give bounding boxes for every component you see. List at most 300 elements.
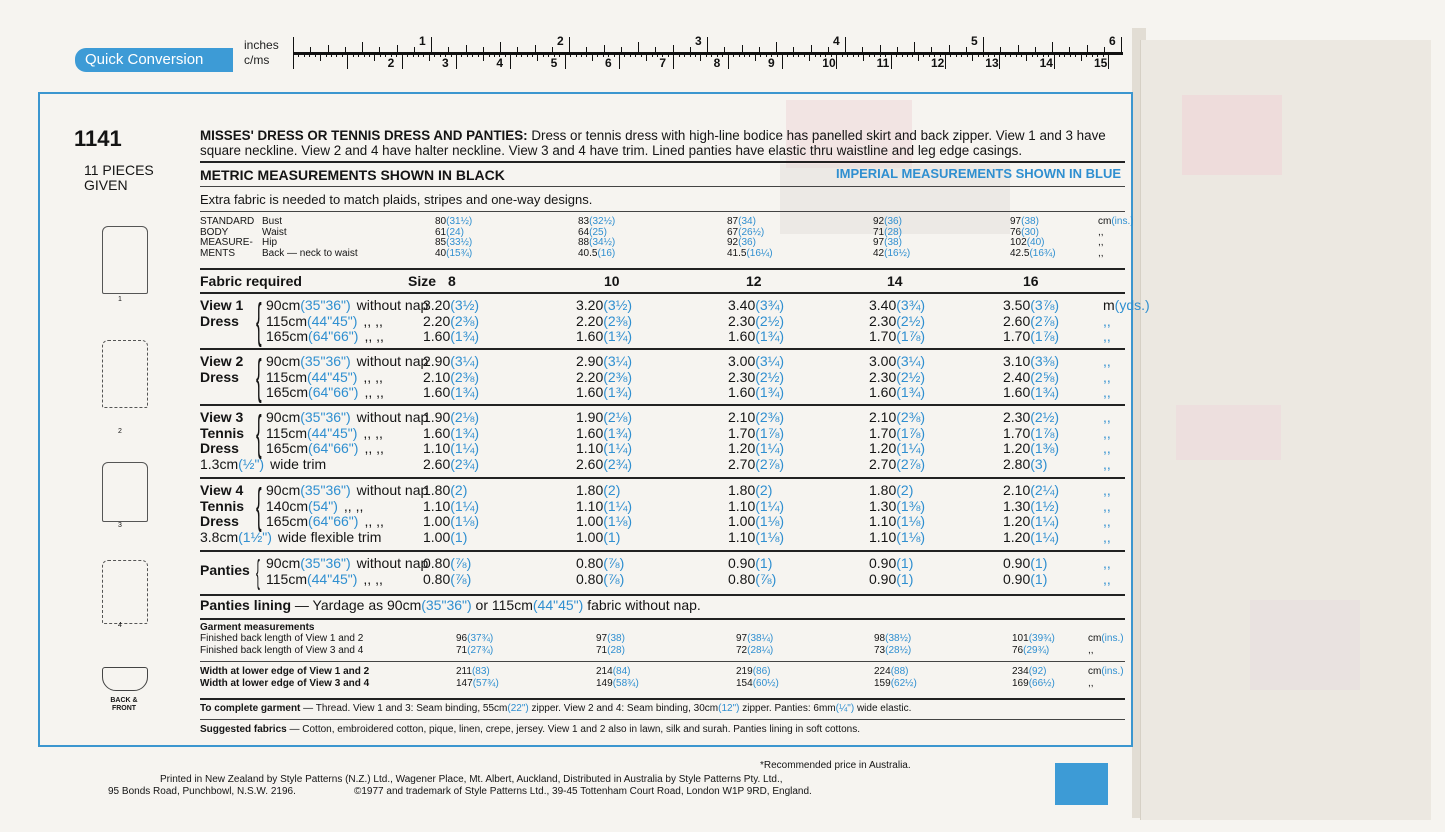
ruler-tick bbox=[845, 37, 846, 53]
unit-label: cm bbox=[1088, 633, 1102, 644]
metric-value: 0.90 bbox=[1003, 570, 1031, 587]
ruler-tick bbox=[896, 53, 897, 57]
metric-value: 1.60 bbox=[576, 384, 604, 400]
trim-row bbox=[200, 457, 326, 473]
fabric-value bbox=[423, 483, 467, 499]
metric-value: 92 bbox=[727, 237, 739, 248]
body-measure-value bbox=[873, 237, 902, 248]
unit-imperial: (ins.) bbox=[1101, 633, 1124, 644]
imperial-value: (84) bbox=[612, 666, 631, 677]
metric-value: 1.10 bbox=[423, 440, 451, 456]
garment-value bbox=[456, 666, 490, 677]
fabric-width-row bbox=[266, 556, 428, 572]
ruler-tick bbox=[739, 53, 740, 57]
metric-value: 3.00 bbox=[869, 353, 897, 369]
imperial-value: (34) bbox=[738, 216, 756, 227]
garment-value bbox=[1012, 666, 1046, 677]
imperial-value: (2⅜) bbox=[603, 312, 633, 329]
stain bbox=[1176, 405, 1281, 460]
fabric-value bbox=[1003, 499, 1059, 515]
description-body: Dress or tennis dress with high-line bodice has panelled skirt and back zipper. View 1 and 3 have square neckline. View 2 and 4 have halter neckline. View 3 and 4 have trim. Lined panties have elastic thru waistline and leg edge casings. bbox=[200, 128, 1106, 158]
ruler-tick bbox=[1000, 47, 1001, 53]
body-measure-value bbox=[727, 237, 756, 248]
ruler-tick bbox=[842, 53, 843, 57]
fabric-width-imperial: (44"45") bbox=[306, 570, 358, 587]
imperial-value: (2) bbox=[755, 482, 773, 498]
quick-conversion-label: Quick Conversion bbox=[75, 48, 233, 72]
ruler-tick bbox=[500, 42, 501, 53]
imperial-value: (1¾) bbox=[755, 328, 785, 344]
imperial-value: (1) bbox=[1030, 570, 1048, 587]
garment-value bbox=[736, 666, 770, 677]
divider bbox=[200, 477, 1125, 479]
ruler-tick bbox=[912, 53, 913, 57]
metric-value: 0.90 bbox=[1003, 555, 1031, 571]
fabric-width-imperial: (44"45") bbox=[306, 424, 358, 441]
imperial-value: (40) bbox=[1026, 237, 1045, 248]
ruler-tick bbox=[742, 45, 743, 53]
imperial-value: (2⅞) bbox=[896, 455, 926, 472]
ruler-tick bbox=[722, 53, 723, 57]
metric-value: 2.30 bbox=[1003, 409, 1031, 425]
ruler-tick bbox=[581, 53, 582, 57]
inch-number: 4 bbox=[833, 34, 840, 48]
metric-value: 1.60 bbox=[869, 384, 897, 400]
trim-width-imperial: (1½") bbox=[238, 528, 272, 545]
imperial-value: (1) bbox=[755, 555, 773, 571]
fabric-value bbox=[728, 426, 784, 442]
fabric-width: 90cm bbox=[266, 555, 301, 571]
ruler-tick bbox=[1081, 53, 1082, 61]
view-brace: { bbox=[256, 406, 262, 460]
view-brace: { bbox=[256, 294, 262, 348]
fabric-value bbox=[576, 298, 632, 314]
metric-value: 83 bbox=[578, 216, 590, 227]
fabric-width: 90cm bbox=[266, 409, 301, 425]
view-name: Dress bbox=[200, 312, 239, 329]
metric-value: 88 bbox=[578, 237, 590, 248]
fabric-nap: ,, ,, bbox=[363, 368, 383, 385]
cm-number: 9 bbox=[767, 56, 775, 70]
ruler-tick bbox=[423, 53, 424, 57]
ruler-tick bbox=[1064, 53, 1065, 57]
size-header: 8 bbox=[448, 273, 456, 289]
ruler-tick bbox=[880, 45, 881, 53]
imperial-value: (⅞) bbox=[450, 555, 472, 571]
fabric-nap: ,, ,, bbox=[363, 570, 383, 587]
imperial-value: (3½) bbox=[603, 297, 633, 313]
garment-row-label: Finished back length of View 3 and 4 bbox=[200, 645, 364, 656]
view-name: Dress bbox=[200, 368, 239, 385]
fabric-value bbox=[728, 483, 772, 499]
imperial-value: (1⅞) bbox=[896, 328, 926, 344]
pieces-count: 11 PIECES bbox=[84, 162, 154, 178]
ruler-tick bbox=[505, 53, 506, 57]
imperial-value: (1) bbox=[450, 528, 468, 545]
unit-cell bbox=[1103, 441, 1111, 457]
imperial-value: (1⅛) bbox=[755, 513, 785, 529]
unit-cell bbox=[1098, 248, 1104, 259]
imperial-value: (1¾) bbox=[755, 384, 785, 400]
unit-label: cm bbox=[1098, 216, 1112, 227]
unit-cell bbox=[1103, 354, 1111, 370]
metric-value: 2.20 bbox=[576, 368, 604, 385]
ruler-tick bbox=[407, 53, 408, 57]
imperial-value: (39¾) bbox=[1028, 633, 1055, 644]
ruler-tick bbox=[690, 53, 691, 57]
body-measure-label: MEASURE- bbox=[200, 237, 253, 248]
ruler-tick bbox=[576, 53, 577, 57]
fabric-value bbox=[728, 514, 784, 530]
imperial-value: (2⅜) bbox=[603, 368, 633, 385]
ruler-tick bbox=[914, 42, 915, 53]
fabric-width: 115cm bbox=[266, 424, 307, 441]
metric-value: 0.80 bbox=[728, 570, 756, 587]
fabric-value bbox=[423, 385, 479, 401]
metric-value: 2.10 bbox=[728, 409, 756, 425]
imperial-value: (2½) bbox=[1030, 409, 1060, 425]
metric-value: 2.30 bbox=[869, 312, 897, 329]
fabric-width-imperial: (54") bbox=[308, 497, 338, 514]
fabric-value bbox=[1003, 457, 1047, 473]
fabric-value bbox=[869, 556, 913, 572]
metric-value: 2.40 bbox=[1003, 368, 1031, 385]
divider bbox=[200, 292, 1125, 294]
ruler-tick bbox=[902, 53, 903, 57]
trim-desc: wide flexible trim bbox=[277, 528, 382, 545]
unit-cell bbox=[1098, 227, 1104, 238]
imperial-value: (1¾) bbox=[896, 384, 926, 400]
ruler-tick bbox=[956, 53, 957, 57]
fabric-width: 115cm bbox=[266, 570, 307, 587]
unit-cell bbox=[1103, 556, 1111, 572]
view-name: View 1 bbox=[200, 297, 244, 313]
view-name: View 3 bbox=[200, 409, 244, 425]
inches-label: inches bbox=[244, 38, 279, 52]
metric-value: 3.40 bbox=[728, 297, 756, 313]
ruler-tick bbox=[1121, 37, 1122, 53]
imperial-value: (1) bbox=[1030, 555, 1048, 571]
fabric-width-row bbox=[266, 426, 383, 442]
imperial-value: (1¼) bbox=[896, 440, 926, 456]
view-name: Tennis bbox=[200, 497, 245, 514]
imperial-value: (2⅞) bbox=[755, 455, 785, 472]
garment-value bbox=[596, 645, 625, 656]
metric-value: 1.70 bbox=[1003, 424, 1031, 441]
ruler-tick bbox=[1052, 42, 1053, 53]
metric-value: 0.80 bbox=[423, 555, 451, 571]
metric-value: 42 bbox=[873, 247, 885, 259]
ruler-tick bbox=[456, 53, 457, 69]
ruler-tick bbox=[298, 53, 299, 57]
ruler-tick bbox=[510, 53, 511, 69]
panties-lining-label: Panties lining bbox=[200, 597, 292, 613]
fabric-value bbox=[576, 410, 632, 426]
metric-value: 2.30 bbox=[728, 312, 756, 329]
metric-value: 219 bbox=[736, 666, 753, 677]
unit-cell bbox=[1103, 385, 1111, 401]
ruler-tick bbox=[1037, 53, 1038, 57]
ruler-tick bbox=[569, 37, 570, 53]
ruler-tick bbox=[918, 53, 919, 61]
fabric-width-imperial: (64"66") bbox=[308, 440, 359, 456]
fabric-value bbox=[423, 410, 479, 426]
ruler-tick bbox=[619, 53, 620, 69]
metric-value: 1.70 bbox=[869, 328, 897, 344]
ruler-tick bbox=[733, 53, 734, 57]
inch-number: 1 bbox=[419, 34, 426, 48]
fabric-value bbox=[869, 530, 925, 546]
metric-value: 1.20 bbox=[1003, 440, 1031, 456]
ruler-tick bbox=[776, 42, 777, 53]
imperial-value: (66½) bbox=[1028, 678, 1055, 689]
fabric-value bbox=[728, 354, 784, 370]
ruler-tick bbox=[657, 53, 658, 57]
dress-view-2-icon bbox=[102, 340, 148, 408]
fabric-value bbox=[576, 354, 632, 370]
divider bbox=[200, 211, 1125, 212]
metric-value: 234 bbox=[1012, 666, 1029, 677]
view-brace: { bbox=[256, 553, 260, 590]
imperial-value: (1⅛) bbox=[896, 528, 926, 545]
fabric-nap: ,, ,, bbox=[343, 497, 364, 514]
fabric-value bbox=[869, 354, 925, 370]
ruler-tick bbox=[310, 47, 311, 53]
ruler-tick bbox=[828, 47, 829, 53]
ruler-tick bbox=[847, 53, 848, 57]
metric-value: 2.60 bbox=[576, 455, 604, 472]
divider bbox=[200, 186, 1125, 187]
imperial-value: (28½) bbox=[885, 645, 912, 656]
trim-row bbox=[200, 530, 381, 546]
fabric-nap: ,, ,, bbox=[364, 513, 384, 529]
ruler-tick bbox=[461, 53, 462, 57]
ruler-tick bbox=[364, 53, 365, 57]
imperial-value: (1⅞) bbox=[1030, 328, 1060, 344]
fabric-width-row bbox=[266, 499, 363, 515]
ruler-tick bbox=[1070, 53, 1071, 57]
imperial-value: (1) bbox=[896, 570, 914, 587]
unit-label: m bbox=[1103, 297, 1115, 313]
imperial-value: (24) bbox=[446, 226, 464, 238]
ruler-tick bbox=[820, 53, 821, 57]
ruler-tick bbox=[451, 53, 452, 57]
ruler-tick bbox=[983, 37, 984, 53]
imperial-value: (1⅞) bbox=[755, 424, 785, 441]
body-measure-value bbox=[873, 216, 902, 227]
metric-value: 72 bbox=[736, 645, 748, 656]
ruler-tick bbox=[1086, 53, 1087, 57]
cm-number: 2 bbox=[387, 56, 395, 70]
fabric-nap: ,, ,, bbox=[364, 328, 384, 344]
body-measure-value bbox=[578, 216, 615, 227]
ruler-tick bbox=[907, 53, 908, 57]
metric-heading: METRIC MEASUREMENTS SHOWN IN BLACK bbox=[200, 167, 505, 183]
imperial-value: (⅞) bbox=[450, 570, 472, 587]
pieces-given bbox=[84, 163, 154, 193]
ruler-tick bbox=[652, 53, 653, 57]
ruler-tick bbox=[641, 53, 642, 57]
fabric-nap: without nap bbox=[356, 353, 429, 369]
fabric-value bbox=[576, 499, 632, 515]
metric-value: 1.00 bbox=[423, 513, 451, 529]
imperial-value: (3¼) bbox=[603, 353, 633, 369]
conversion-ruler bbox=[238, 34, 1128, 70]
metric-value: 159 bbox=[874, 678, 891, 689]
fabric-value bbox=[869, 457, 925, 473]
fabric-width-imperial: (35"36") bbox=[300, 297, 351, 313]
metric-value: 2.20 bbox=[423, 312, 451, 329]
back-front-caption: BACK & FRONT bbox=[110, 697, 138, 712]
divider bbox=[200, 719, 1125, 720]
size-header: 12 bbox=[746, 273, 762, 289]
cm-number: 4 bbox=[496, 56, 503, 70]
divider bbox=[200, 618, 1125, 620]
view-brace: { bbox=[256, 350, 262, 404]
fabric-value bbox=[423, 370, 479, 386]
ruler-tick bbox=[478, 53, 479, 57]
imperial-value: (38½) bbox=[885, 633, 912, 644]
garment-row-label: Width at lower edge of View 1 and 2 bbox=[200, 666, 370, 677]
fabric-value bbox=[423, 499, 479, 515]
panties-icon bbox=[102, 667, 148, 691]
ruler-tick bbox=[293, 53, 294, 69]
fabric-value bbox=[423, 426, 479, 442]
metric-value: 98 bbox=[874, 633, 886, 644]
imperial-value: (2⅝) bbox=[1030, 368, 1060, 385]
metric-value: 1.30 bbox=[869, 497, 897, 514]
ditto-mark: ,, bbox=[1103, 555, 1111, 571]
metric-value: 71 bbox=[873, 226, 885, 238]
metric-value: 73 bbox=[874, 645, 886, 656]
metric-value: 1.20 bbox=[869, 440, 897, 456]
price-note: *Recommended price in Australia. bbox=[760, 760, 911, 771]
imperial-value: (2⅞) bbox=[1030, 312, 1060, 329]
metric-value: 0.80 bbox=[576, 570, 604, 587]
ruler-tick bbox=[466, 45, 467, 53]
ruler-tick bbox=[891, 53, 892, 69]
fabric-width-imperial: (64"66") bbox=[308, 328, 359, 344]
view-caption: 2 bbox=[118, 428, 122, 435]
ruler-tick bbox=[431, 37, 432, 53]
view-caption: 1 bbox=[118, 296, 122, 303]
ruler-tick bbox=[369, 53, 370, 57]
ruler-tick bbox=[1021, 53, 1022, 57]
fabric-value bbox=[423, 298, 479, 314]
imperial-value: (28¼) bbox=[747, 645, 774, 656]
metric-value: 97 bbox=[736, 633, 748, 644]
garment-value bbox=[596, 678, 639, 689]
fabric-value bbox=[1003, 426, 1059, 442]
metric-value: 2.10 bbox=[1003, 482, 1031, 498]
ruler-tick bbox=[362, 42, 363, 53]
fabric-width: 165cm bbox=[266, 384, 309, 400]
garment-value bbox=[456, 678, 499, 689]
ruler-tick bbox=[1016, 53, 1017, 57]
metric-value: 0.90 bbox=[869, 570, 897, 587]
body-measure-value bbox=[1010, 227, 1039, 238]
ruler-tick bbox=[929, 53, 930, 57]
garment-value bbox=[596, 666, 630, 677]
imperial-value: (32½) bbox=[589, 216, 616, 227]
imperial-value: (2⅛) bbox=[450, 409, 480, 425]
unit-cell bbox=[1103, 410, 1111, 426]
imperial-value: (1¼) bbox=[1030, 513, 1060, 529]
ditto-mark: ,, bbox=[1103, 328, 1111, 344]
unit-cell bbox=[1103, 329, 1111, 345]
ditto-mark: ,, bbox=[1088, 678, 1094, 689]
metric-value: 1.10 bbox=[869, 528, 897, 545]
complete-imperial: (¼") bbox=[835, 703, 855, 714]
imperial-value: (16¼) bbox=[746, 247, 773, 259]
ruler-tick bbox=[548, 53, 549, 57]
metric-value: 3.00 bbox=[728, 353, 756, 369]
fabric-nap: ,, ,, bbox=[363, 312, 383, 329]
metric-value: 0.80 bbox=[423, 570, 451, 587]
garment-value bbox=[736, 633, 773, 644]
size-header: 14 bbox=[887, 273, 903, 289]
imperial-value: (28) bbox=[884, 226, 902, 238]
imperial-value: (1¾) bbox=[603, 424, 633, 441]
fabric-value bbox=[576, 385, 632, 401]
metric-value: 2.90 bbox=[576, 353, 604, 369]
metric-value: 1.70 bbox=[869, 424, 897, 441]
imperial-value: (1¾) bbox=[450, 424, 480, 441]
ruler-tick bbox=[777, 53, 778, 57]
imperial-value: (36) bbox=[738, 237, 756, 248]
metric-value: 71 bbox=[456, 645, 468, 656]
ruler-tick bbox=[950, 53, 951, 57]
imperial-value: (1¼) bbox=[755, 497, 785, 514]
cm-number: 10 bbox=[822, 56, 836, 70]
garment-measurements-label: Garment measurements bbox=[200, 622, 315, 633]
imperial-value: (1¾) bbox=[450, 328, 480, 344]
cm-number: 5 bbox=[550, 56, 558, 70]
ruler-tick bbox=[967, 53, 968, 57]
size-header: 10 bbox=[604, 273, 620, 289]
ruler-tick bbox=[999, 53, 1000, 69]
divider bbox=[200, 268, 1125, 270]
imperial-value: (1⅛) bbox=[450, 513, 480, 529]
metric-value: 92 bbox=[873, 216, 885, 227]
imperial-value: (1½) bbox=[1030, 497, 1060, 514]
imperial-value: (3) bbox=[1030, 455, 1048, 472]
unit-cell bbox=[1103, 370, 1111, 386]
metric-value: 1.80 bbox=[423, 482, 451, 498]
garment-row-label: Finished back length of View 1 and 2 bbox=[200, 633, 364, 644]
metric-value: 0.80 bbox=[576, 555, 604, 571]
ditto-mark: ,, bbox=[1098, 247, 1104, 259]
unit-imperial: (ins.) bbox=[1101, 666, 1124, 677]
ruler-tick bbox=[331, 53, 332, 57]
stain bbox=[1182, 95, 1282, 175]
fabric-value bbox=[576, 556, 624, 572]
imperial-value: (2⅜) bbox=[450, 368, 480, 385]
complete-text: zipper. Panties: 6mm bbox=[742, 703, 836, 714]
metric-value: 1.10 bbox=[423, 497, 451, 514]
ditto-mark: ,, bbox=[1103, 455, 1111, 472]
fabric-value bbox=[1003, 514, 1059, 530]
metric-value: 1.00 bbox=[728, 513, 756, 529]
ruler-tick bbox=[315, 53, 316, 57]
ruler-tick bbox=[869, 53, 870, 57]
ruler-tick bbox=[467, 53, 468, 57]
metric-value: 61 bbox=[435, 226, 447, 238]
trim-desc: wide trim bbox=[270, 455, 327, 472]
unit-cell bbox=[1103, 514, 1111, 530]
imperial-value: (2½) bbox=[755, 368, 785, 385]
fabric-value bbox=[576, 314, 632, 330]
